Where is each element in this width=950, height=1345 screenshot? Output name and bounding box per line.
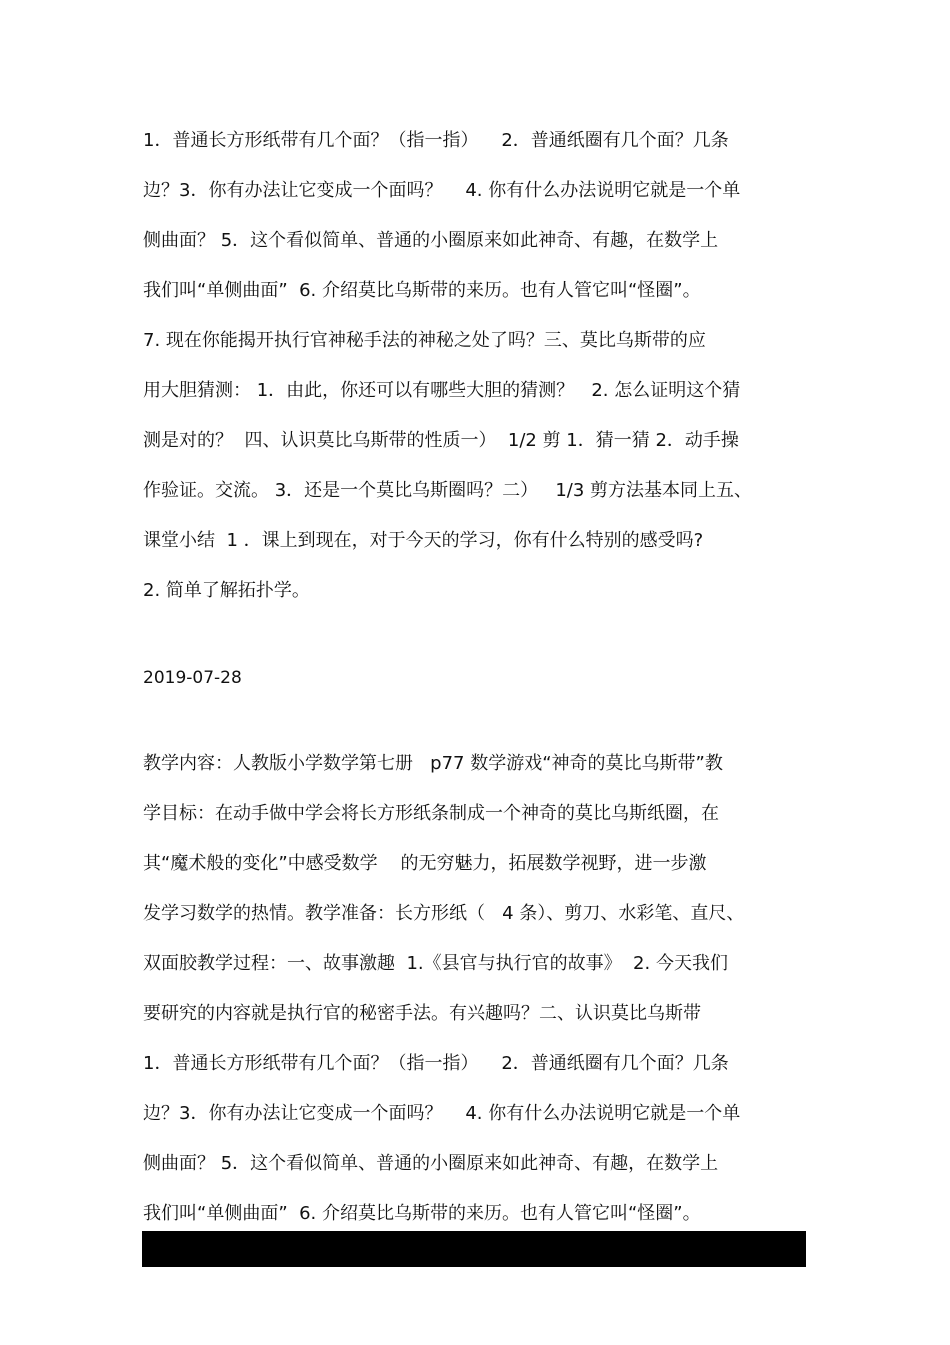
text-line: 测是对的？ 四、认识莫比乌斯带的性质一） 1/2 剪 1．猜一猜 2．动手操 [143,430,739,451]
text-line: 侧曲面？ 5．这个看似简单、普通的小圈原来如此神奇、有趣，在数学上 [143,230,719,251]
black-bar [142,1231,806,1267]
text-line: 发学习数学的热情。教学准备：长方形纸（ 4 条）、剪刀、水彩笔、直尺、 [143,903,745,924]
text-line: 1．普通长方形纸带有几个面？（指一指） 2．普通纸圈有几个面？几条 [143,1053,729,1074]
document-date: 2019-07-28 [143,668,242,688]
text-line: 我们叫“单侧曲面” 6. 介绍莫比乌斯带的来历。也有人管它叫“怪圈”。 [143,1203,701,1224]
text-line: 边？3．你有办法让它变成一个面吗？ 4. 你有什么办法说明它就是一个单 [143,1103,741,1124]
text-line: 作验证。交流。 3．还是一个莫比乌斯圈吗？二） 1/3 剪方法基本同上五、 [143,480,753,501]
text-line: 2. 简单了解拓扑学。 [143,580,310,601]
text-line: 学目标：在动手做中学会将长方形纸条制成一个神奇的莫比乌斯纸圈，在 [143,803,719,824]
text-line: 1．普通长方形纸带有几个面？（指一指） 2．普通纸圈有几个面？几条 [143,130,729,151]
text-line: 我们叫“单侧曲面” 6. 介绍莫比乌斯带的来历。也有人管它叫“怪圈”。 [143,280,701,301]
text-line: 边？3．你有办法让它变成一个面吗？ 4. 你有什么办法说明它就是一个单 [143,180,741,201]
text-line: 其“魔术般的变化”中感受数学 的无穷魅力，拓展数学视野，进一步激 [143,853,707,874]
text-line: 要研究的内容就是执行官的秘密手法。有兴趣吗？二、认识莫比乌斯带 [143,1003,701,1024]
text-line: 用大胆猜测： 1．由此，你还可以有哪些大胆的猜测？ 2. 怎么证明这个猜 [143,380,741,401]
text-line: 教学内容：人教版小学数学第七册 p77 数学游戏“神奇的莫比乌斯带”教 [143,753,723,774]
text-line: 侧曲面？ 5．这个看似简单、普通的小圈原来如此神奇、有趣，在数学上 [143,1153,719,1174]
text-line: 双面胶教学过程：一、故事激趣 1.《县官与执行官的故事》 2. 今天我们 [143,953,728,974]
text-line: 7. 现在你能揭开执行官神秘手法的神秘之处了吗？三、莫比乌斯带的应 [143,330,706,351]
text-line: 课堂小结 1 ．课上到现在，对于今天的学习，你有什么特别的感受吗? [143,530,704,551]
